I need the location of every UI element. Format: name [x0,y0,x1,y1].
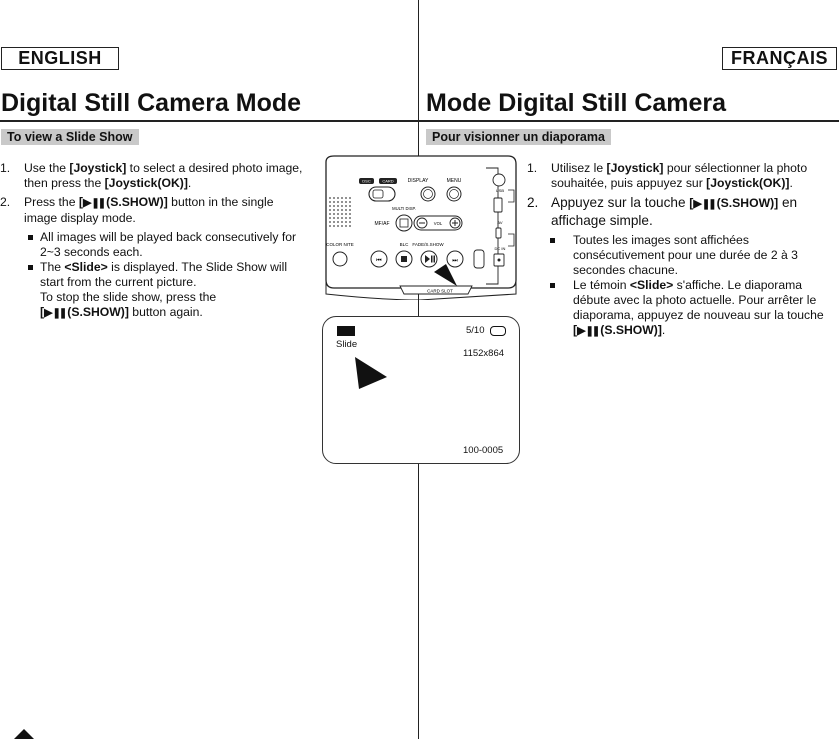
bullet-icon [28,265,33,270]
step-2: 2. Press the [▶❚❚ (S.SHOW)] button in the single image display mode. [0,195,274,225]
svg-text:⏮: ⏮ [376,257,382,264]
language-label-french: FRANÇAIS [722,47,837,70]
svg-text:FADE/S.SHOW: FADE/S.SHOW [412,242,444,247]
svg-text:VOL: VOL [433,221,443,226]
svg-text:CARD: CARD [382,178,394,184]
page-title-english: Digital Still Camera Mode [1,89,302,117]
title-rule-french [419,120,839,122]
play-icon: ▶ [44,307,53,319]
image-counter: 5/10 [466,325,485,336]
pointer-arrow-icon [355,357,387,389]
pause-icon: ❚❚ [91,198,105,209]
svg-text:MENU: MENU [446,178,462,184]
svg-text:MF/AF: MF/AF [374,221,390,227]
play-icon: ▶ [693,198,702,210]
language-label-english: ENGLISH [1,47,119,70]
svg-text:USB: USB [495,188,505,193]
svg-text:COLOR NITE: COLOR NITE [326,242,354,247]
section-heading-english: To view a Slide Show [1,129,139,145]
svg-text:DC IN: DC IN [494,246,506,251]
pause-icon: ❚❚ [585,326,599,337]
slide-indicator: Slide [336,339,358,350]
step-1-fr: 1. Utilisez le [Joystick] pour sélectionner la photo souhaitée, puis appuyez sur [Joystick(OK)]. [527,161,808,190]
bullet-2-fr: Le témoin <Slide> s'affiche. Le diaporama débute avec la photo actuelle. Pour arrêter le diaporama, appuyez de nouveau sur la touche [▶❚❚ (S.SHOW)]. [527,278,830,339]
svg-text:DSC: DSC [362,178,371,184]
callout-arrow [323,317,519,463]
svg-text:AV: AV [497,220,503,225]
svg-text:DISPLAY: DISPLAY [407,178,429,184]
step-1: 1. Use the [Joystick] to select a desired photo image, then press the [Joystick(OK)]. [0,161,303,190]
camcorder-control-panel-illustration [322,154,518,300]
image-resolution: 1152x864 [463,348,505,359]
page-title-french: Mode Digital Still Camera [426,89,727,117]
pause-icon: ❚❚ [701,199,715,210]
bullet-1-fr: Toutes les images sont affichées consécutivement pour une durée de 2 à 3 secondes chacune. [527,233,830,278]
instructions-english [0,161,305,321]
svg-text:BLC: BLC [399,242,409,247]
file-number: 100-0005 [463,445,504,456]
title-rule-english [0,120,418,122]
bullet-1: All images will be played back consecutively for 2~3 seconds each. [0,230,305,260]
bullet-icon [550,283,555,288]
svg-text:⏭: ⏭ [452,257,458,264]
section-heading-french: Pour visionner un diaporama [426,129,611,145]
bullet-icon [550,238,555,243]
step-2-fr: 2. Appuyez sur la touche [▶❚❚ (S.SHOW)] en affichage simple. [527,195,798,228]
lcd-screen-illustration [322,316,520,464]
bullet-2: The <Slide> is displayed. The Slide Show will start from the current picture. To stop the slide show, press the [▶❚❚ (S.SHOW)] button again. [0,260,305,321]
svg-text:CARD SLOT: CARD SLOT [427,288,453,294]
pause-icon: ❚❚ [52,308,66,319]
page-up-arrow-icon [12,727,36,739]
svg-text:MULTI DISP.: MULTI DISP. [392,206,416,211]
instructions-french [527,161,830,339]
play-icon: ▶ [577,325,586,337]
play-icon: ▶ [82,197,92,209]
bullet-icon [28,235,33,240]
